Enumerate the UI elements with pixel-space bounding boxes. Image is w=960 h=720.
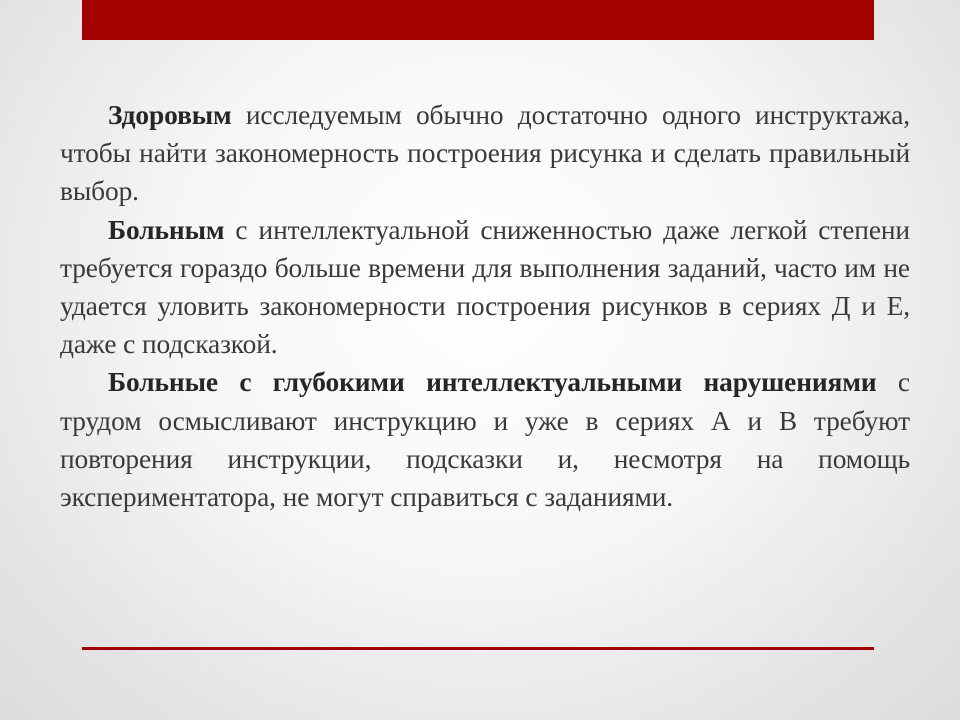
- paragraph-severe-impairment-text: с трудом осмысливают инструкцию и уже в сериях А и В требуют повторения инструкции, подсказки и, несмотря на помощь экспериментатора, не могут справиться с заданиями.: [60, 367, 910, 513]
- paragraph-severe-impairment-lead: Больные с глубокими интеллектуальными нарушениями: [108, 367, 877, 398]
- paragraph-healthy-lead: Здоровым: [108, 100, 232, 130]
- paragraph-healthy-text: исследуемым обычно достаточно одного инструктажа, чтобы найти закономерность построения рисунка и сделать правильный выбор.: [60, 100, 910, 207]
- paragraph-severe-impairment: [60, 363, 910, 516]
- paragraph-mild-impairment: [60, 211, 910, 364]
- paragraph-mild-impairment-lead: Больным: [108, 214, 225, 245]
- top-accent-bar: [82, 0, 874, 40]
- paragraph-mild-impairment-text: с интеллектуальной сниженностью даже легкой степени требуется гораздо больше времени для выполнения заданий, часто им не удается уловить закономерности построения рисунков в сериях Д и Е, даже с подсказкой.: [60, 214, 910, 360]
- slide-body: [60, 96, 910, 516]
- bottom-accent-line: [82, 647, 874, 650]
- paragraph-healthy: [60, 96, 910, 211]
